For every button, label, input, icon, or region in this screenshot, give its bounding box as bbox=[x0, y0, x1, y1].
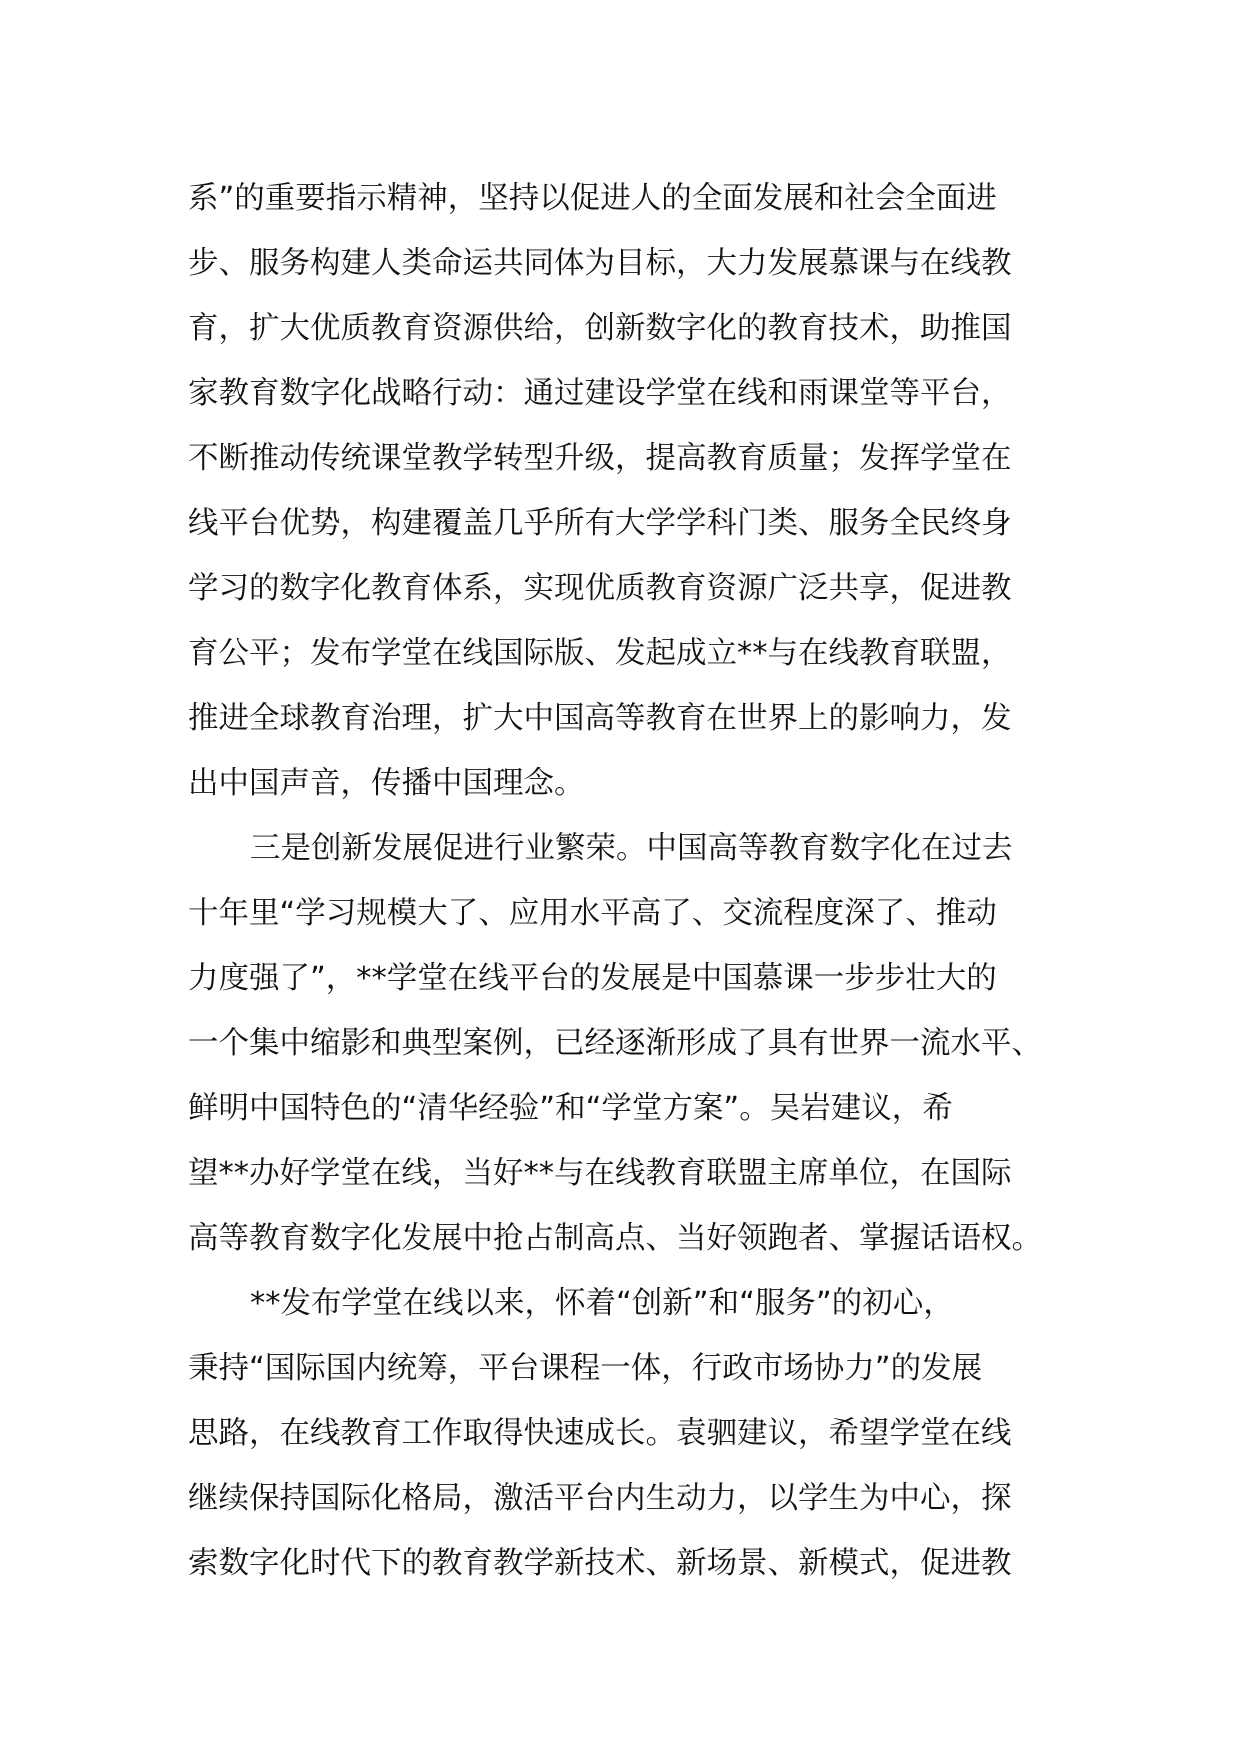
text-line-7: 学习的数字化教育体系，实现优质教育资源广泛共享，促进教 bbox=[188, 571, 1012, 606]
document-body bbox=[188, 166, 1058, 1596]
text-line-5: 不断推动传统课堂教学转型升级，提高教育质量；发挥学堂在 bbox=[188, 441, 1012, 476]
text-line-3: 育，扩大优质教育资源供给，创新数字化的教育技术，助推国 bbox=[188, 311, 1012, 346]
text-line-12: 十年里“学习规模大了、应用水平高了、交流程度深了、推动 bbox=[188, 896, 997, 931]
text-line-13: 力度强了”，**学堂在线平台的发展是中国慕课一步步壮大的 bbox=[188, 961, 997, 996]
text-line-4: 家教育数字化战略行动：通过建设学堂在线和雨课堂等平台， bbox=[188, 376, 1012, 411]
text-line-18: **发布学堂在线以来，怀着“创新”和“服务”的初心， bbox=[250, 1286, 954, 1321]
text-line-8: 育公平；发布学堂在线国际版、发起成立**与在线教育联盟， bbox=[188, 636, 1012, 671]
text-line-14: 一个集中缩影和典型案例，已经逐渐形成了具有世界一流水平、 bbox=[188, 1026, 1042, 1061]
text-line-6: 线平台优势，构建覆盖几乎所有大学学科门类、服务全民终身 bbox=[188, 506, 1012, 541]
text-line-22: 索数字化时代下的教育教学新技术、新场景、新模式，促进教 bbox=[188, 1546, 1012, 1581]
text-line-19: 秉持“国际国内统筹，平台课程一体，行政市场协力”的发展 bbox=[188, 1351, 983, 1386]
text-line-17: 高等教育数字化发展中抢占制高点、当好领跑者、掌握话语权。 bbox=[188, 1221, 1042, 1256]
text-line-21: 继续保持国际化格局，激活平台内生动力，以学生为中心，探 bbox=[188, 1481, 1012, 1516]
text-line-2: 步、服务构建人类命运共同体为目标，大力发展慕课与在线教 bbox=[188, 246, 1012, 281]
text-line-20: 思路，在线教育工作取得快速成长。袁驷建议，希望学堂在线 bbox=[188, 1416, 1012, 1451]
text-line-1: 系”的重要指示精神，坚持以促进人的全面发展和社会全面进 bbox=[188, 181, 997, 216]
text-line-15: 鲜明中国特色的“清华经验”和“学堂方案”。吴岩建议，希 bbox=[188, 1091, 953, 1126]
text-line-11: 三是创新发展促进行业繁荣。中国高等教育数字化在过去 bbox=[250, 831, 1013, 866]
text-line-10: 出中国声音，传播中国理念。 bbox=[188, 766, 585, 801]
text-line-16: 望**办好学堂在线，当好**与在线教育联盟主席单位，在国际 bbox=[188, 1156, 1012, 1191]
text-line-9: 推进全球教育治理，扩大中国高等教育在世界上的影响力，发 bbox=[188, 701, 1012, 736]
